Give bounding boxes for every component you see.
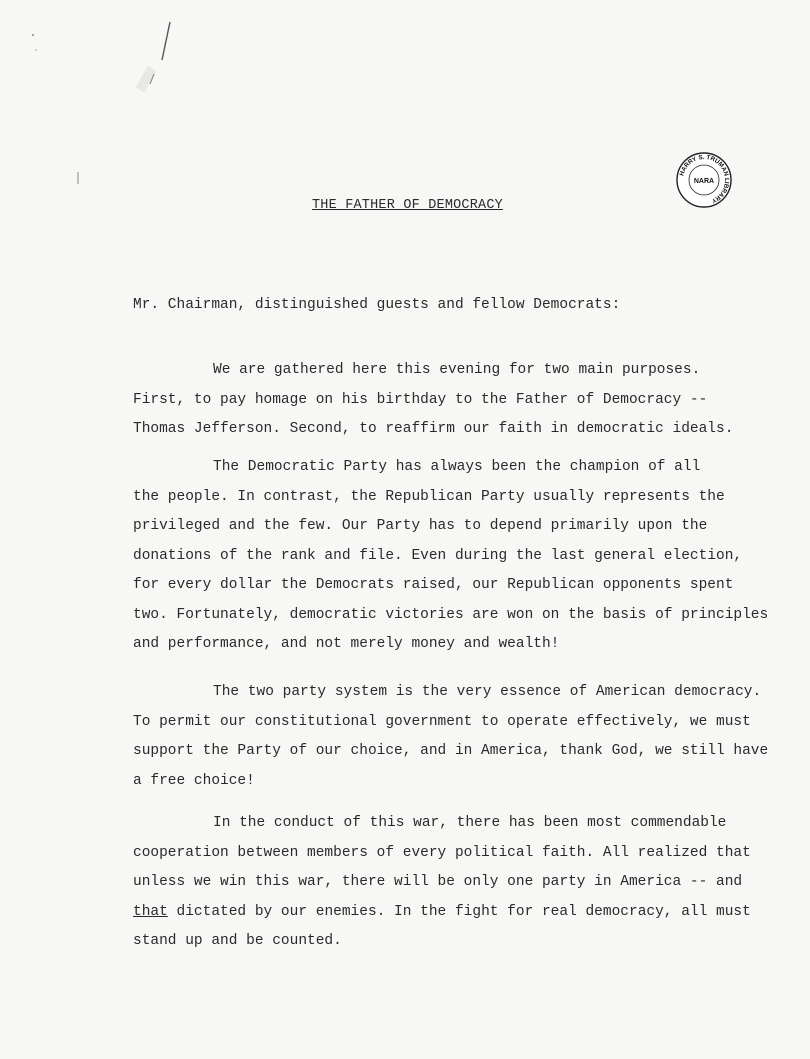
paragraph-line: privileged and the few. Our Party has to depend primarily upon the [133, 518, 708, 534]
paragraph-1 [133, 356, 733, 445]
svg-text:NARA: NARA [693, 178, 715, 185]
salutation: Mr. Chairman, distinguished guests and fellow Democrats: [133, 297, 621, 313]
line-remainder: dictated by our enemies. In the fight for real democracy, all must [167, 903, 751, 920]
paragraph-line: a free choice! [133, 772, 255, 789]
paper-speck-2 [74, 170, 94, 190]
paragraph-line: two. Fortunately, democratic victories are won on the basis of principles [133, 606, 769, 623]
paragraph-2 [133, 453, 769, 660]
paragraph-line: and performance, and not merely money and wealth! [133, 636, 560, 652]
document-title: THE FATHER OF DEMOCRACY [312, 198, 503, 213]
paragraph-line: unless we win this war, there will be only one party in America -- and [133, 874, 743, 890]
paper-speck [28, 30, 48, 60]
paragraph-line: stand up and be counted. [133, 933, 342, 949]
paragraph-line: The Democratic Party has always been the champion of all [213, 459, 701, 475]
paragraph-line: The two party system is the very essence of American democracy. [213, 684, 762, 700]
paragraph-line: First, to pay homage on his birthday to the Father of Democracy -- [133, 391, 708, 408]
paragraph-line: Thomas Jefferson. Second, to reaffirm our faith in democratic ideals. [133, 421, 734, 437]
paragraph-line: To permit our constitutional government to operate effectively, we must [133, 713, 751, 730]
paragraph-line: donations of the rank and file. Even during the last general election, [133, 547, 743, 564]
paragraph-line: We are gathered here this evening for two main purposes. [213, 362, 701, 378]
paragraph-line: In the conduct of this war, there has been most commendable [213, 815, 727, 831]
paragraph-line-with-underline [133, 898, 751, 928]
svg-text:HARRY S. TRUMAN LIBRARY: HARRY S. TRUMAN LIBRARY [678, 153, 731, 205]
pen-mark [130, 20, 190, 100]
paragraph-line: the people. In contrast, the Republican Party usually represents the [133, 488, 725, 505]
paragraph-4 [133, 809, 751, 957]
truman-library-stamp [676, 152, 732, 208]
paragraph-3 [133, 678, 769, 796]
paragraph-line: support the Party of our choice, and in America, thank God, we still have [133, 743, 769, 759]
paragraph-line: cooperation between members of every political faith. All realized that [133, 844, 751, 861]
paragraph-line: for every dollar the Democrats raised, our Republican opponents spent [133, 577, 734, 593]
underlined-word: that [133, 903, 168, 920]
